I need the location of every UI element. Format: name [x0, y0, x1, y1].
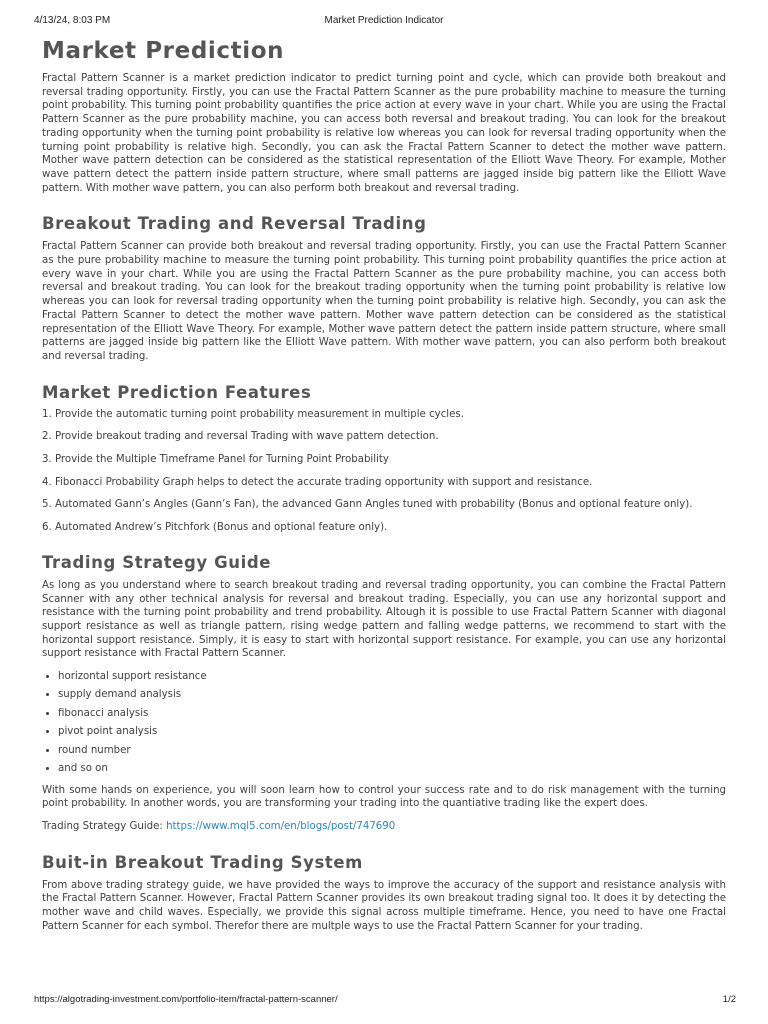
- hands-on-paragraph: With some hands on experience, you will soon learn how to control your success rate and to do risk management with the turning point probability. In another words, you are transforming your trading into the quantiative trading like the expert does.: [42, 784, 726, 810]
- builtin-paragraph: From above trading strategy guide, we have provided the ways to improve the accuracy of the support and resistance analysis with the Fractal Pattern Scanner. However, Fractal Pattern Scanner provides its own breakout trading signal too. It does it by detecting the mother wave and child waves. Especially, we provide this signal across multiple timeframe. Hence, you need to have one Fractal Pattern Scanner for each symbol. Therefor there are multple ways to use the Fractal Pattern Scanner for your trading.: [42, 879, 726, 932]
- guide-line: [42, 820, 726, 834]
- strategy-paragraph: As long as you understand where to search breakout trading and reversal trading opportunity, you can combine the Fractal Pattern Scanner with any other technical analysis for reversal and breakout trading. Especially, you can use any horizontal support and resistance with the turning point probability and trend probability. Altough it is possible to use Fractal Pattern Scanner with diagonal support resistance as well as triangle pattern, rising wedge pattern and falling wedge patterns, we recommend to start with the horizontal support resistance. Simply, it is easy to start with horizontal support resistance. For example, you can use any horizontal support resistance with Fractal Pattern Scanner.: [42, 579, 726, 660]
- page-title: Market Prediction: [42, 38, 285, 64]
- list-item: • and so on: [58, 762, 726, 776]
- print-header: [0, 15, 768, 31]
- list-item: • round number: [58, 744, 726, 758]
- breakout-paragraph: Fractal Pattern Scanner can provide both breakout and reversal trading opportunity. Firstly, you can use the Fractal Pattern Scanner as the pure probability machine to measure the turning point probability. This turning point probability quantifies the price action at every wave in your chart. While you are using the Fractal Pattern Scanner as the pure probability machine, you can access both reversal and breakout trading. You can look for the breakout trading opportunity when the turning point probability is relative low whereas you can look for reversal trading opportunity when the turning point probability is relative high. Secondly, you can ask the Fractal Pattern Scanner to detect the mother wave pattern. Mother wave pattern detection can be considered as the statistical representation of the Elliott Wave Theory. For example, Mother wave pattern detect the pattern inside pattern structure, where small patterns are jagged inside big pattern like the Elliott Wave pattern. With mother wave pattern, you can also perform both breakout and reversal trading.: [42, 241, 726, 362]
- print-url: https://algotrading-investment.com/portfolio-item/fractal-pattern-scanner/: [34, 994, 338, 1005]
- list-item: • supply demand analysis: [58, 688, 726, 702]
- feature-item: 1. Provide the automatic turning point probability measurement in multiple cycles.: [42, 408, 464, 420]
- list-item: • fibonacci analysis: [58, 707, 726, 721]
- feature-item: 3. Provide the Multiple Timeframe Panel for Turning Point Probability: [42, 454, 389, 466]
- list-item: • horizontal support resistance: [58, 670, 726, 684]
- feature-item: 2. Provide breakout trading and reversal Trading with wave pattern detection.: [42, 431, 439, 443]
- print-datetime: 4/13/24, 8:03 PM: [34, 15, 111, 26]
- builtin-heading: Buit-in Breakout Trading System: [42, 852, 363, 872]
- guide-link[interactable]: https://www.mql5.com/en/blogs/post/747690: [166, 821, 396, 833]
- breakout-heading: Breakout Trading and Reversal Trading: [42, 214, 427, 234]
- feature-item: 6. Automated Andrew’s Pitchfork (Bonus and optional feature only).: [42, 522, 388, 534]
- article-content: [42, 36, 726, 934]
- feature-item: 4. Fibonacci Probability Graph helps to detect the accurate trading opportunity with support and resistance.: [42, 476, 593, 488]
- intro-paragraph: Fractal Pattern Scanner is a market prediction indicator to predict turning point and cycle, which can provide both breakout and reversal trading opportunity. Firstly, you can use the Fractal Pattern Scanner as the pure probability machine to measure the turning point probability. This turning point probability quantifies the price action at every wave in your chart. While you are using the Fractal Pattern Scanner as the pure probability machine, you can access both reversal and breakout trading. You can look for the breakout trading opportunity when the turning point probability is relative low whereas you can look for reversal trading opportunity when the turning point probability is relative high. Secondly, you can ask the Fractal Pattern Scanner to detect the mother wave pattern. Mother wave pattern detection can be considered as the statistical representation of the Elliott Wave Theory. For example, Mother wave pattern detect the pattern inside pattern structure, where small patterns are jagged inside big pattern like the Elliott Wave pattern. With mother wave pattern, you can also perform both breakout and reversal trading.: [42, 73, 726, 194]
- list-item: • pivot point analysis: [58, 725, 726, 739]
- page-number: 1/2: [722, 994, 736, 1005]
- print-doc-title: Market Prediction Indicator: [324, 15, 444, 26]
- guide-label: Trading Strategy Guide:: [42, 821, 167, 833]
- print-footer: [0, 994, 768, 1008]
- features-heading: Market Prediction Features: [42, 382, 312, 402]
- strategy-heading: Trading Strategy Guide: [42, 552, 272, 572]
- strategy-bullet-list: [42, 670, 726, 776]
- feature-item: 5. Automated Gann’s Angles (Gann’s Fan), the advanced Gann Angles tuned with probability (Bonus and optional feature only).: [42, 499, 693, 511]
- features-list: [42, 408, 726, 535]
